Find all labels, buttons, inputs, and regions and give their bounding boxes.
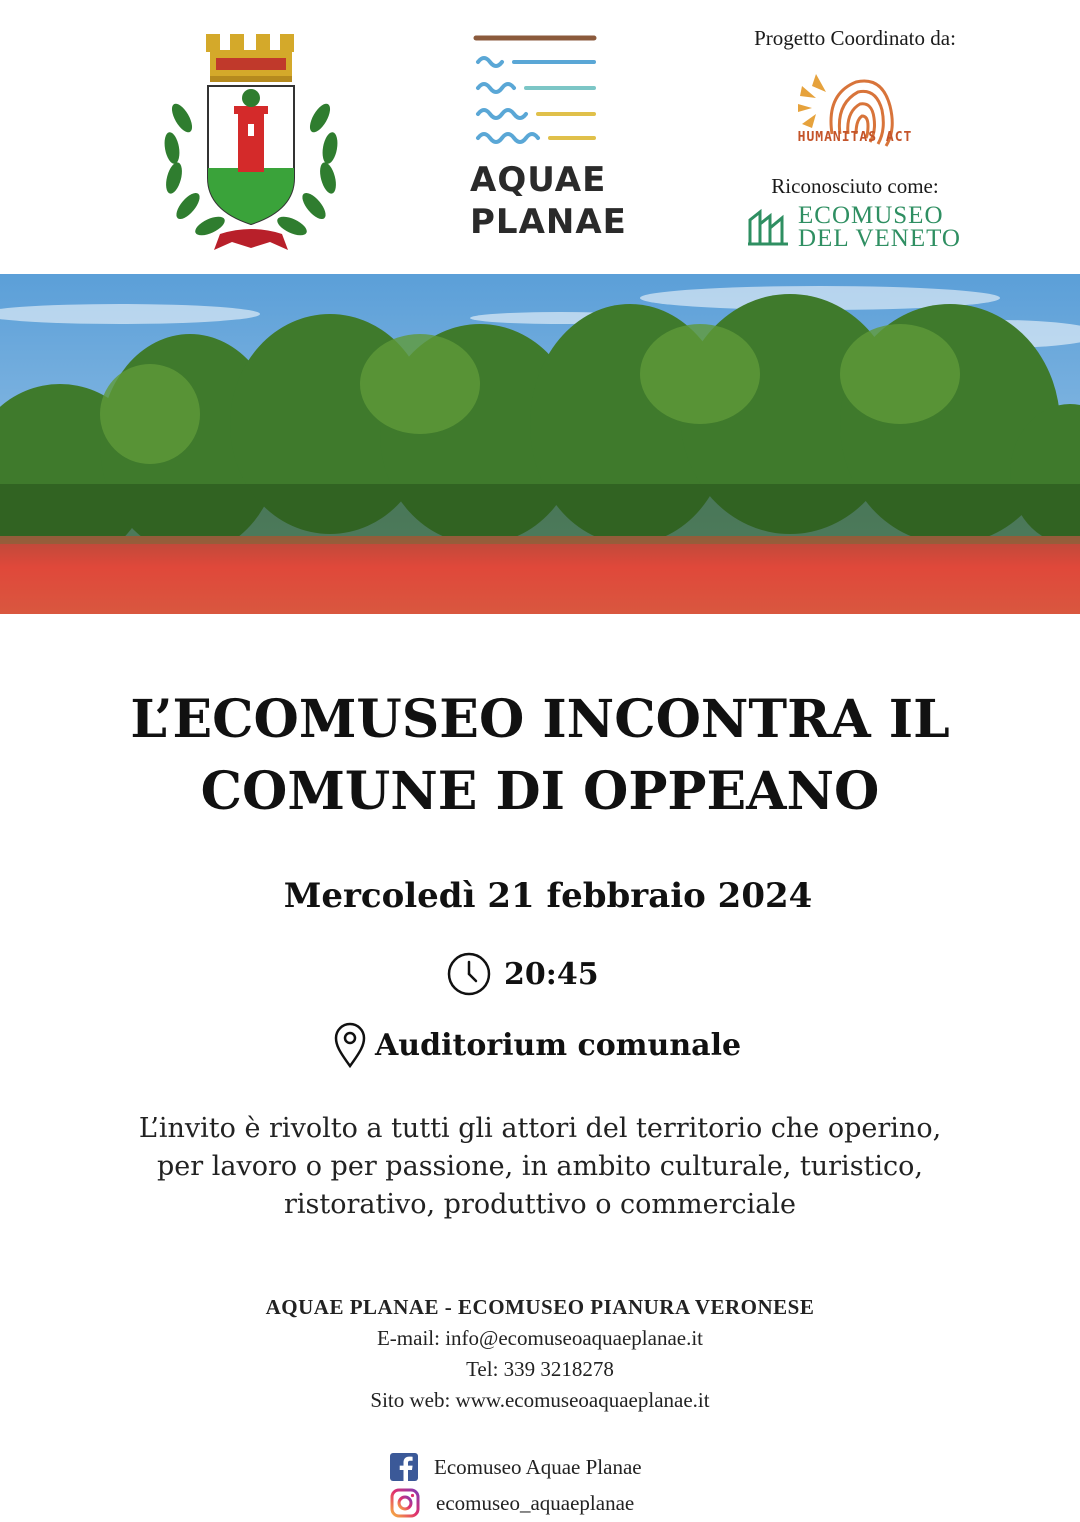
recognized-caption: Riconosciuto come:	[771, 174, 939, 198]
location-pin-icon	[333, 1021, 367, 1069]
instagram-icon	[390, 1488, 420, 1518]
ecomuseo-veneto-icon	[748, 206, 788, 246]
humanitas-act-label: HUMANITAS ACT	[797, 130, 913, 145]
facebook-row[interactable]	[390, 1452, 642, 1482]
aquae-planae-logo	[470, 30, 627, 250]
contacts-org: AQUAE PLANAE - ECOMUSEO PIANURA VERONESE	[265, 1295, 815, 1319]
aquae-planae-waves-icon	[470, 30, 600, 150]
event-time-row	[446, 950, 599, 998]
landscape-photo	[0, 274, 1080, 614]
contacts-web[interactable]: Sito web: www.ecomuseoaquaeplanae.it	[370, 1388, 710, 1412]
coordinated-caption: Progetto Coordinato da:	[754, 26, 956, 50]
contacts-tel[interactable]: Tel: 339 3218278	[466, 1357, 614, 1381]
event-title	[0, 684, 1080, 828]
ecomuseo-line2: DEL VENETO	[798, 225, 961, 252]
event-place-row	[333, 1020, 741, 1070]
header	[0, 0, 1080, 274]
aquae-logo-line2: PLANAE	[470, 202, 627, 242]
clock-icon	[446, 951, 492, 997]
invite-line3: ristorativo, produttivo o commerciale	[284, 1189, 796, 1220]
event-title-line1: L’ECOMUSEO INCONTRA IL	[130, 689, 950, 750]
contacts-email[interactable]: E-mail: info@ecomuseoaquaeplanae.it	[376, 1326, 704, 1350]
aquae-logo-line1: AQUAE	[470, 160, 607, 200]
invite-line1: L’invito è rivolto a tutti gli attori del territorio che operino,	[138, 1113, 942, 1144]
invite-line2: per lavoro o per passione, in ambito culturale, turistico,	[156, 1151, 923, 1182]
ecomuseo-line1: ECOMUSEO	[798, 202, 944, 229]
contacts-block	[0, 1292, 1080, 1416]
event-date: Mercoledì 21 febbraio 2024	[283, 876, 813, 916]
invite-text	[90, 1110, 990, 1224]
municipal-crest-logo	[160, 28, 342, 262]
instagram-label[interactable]: ecomuseo_aquaeplanae	[436, 1490, 635, 1515]
event-place: Auditorium comunale	[375, 1027, 742, 1063]
facebook-label[interactable]: Ecomuseo Aquae Planae	[434, 1454, 642, 1479]
event-title-line2: COMUNE DI OPPEANO	[200, 761, 880, 822]
instagram-row[interactable]	[390, 1488, 634, 1518]
facebook-icon	[390, 1453, 418, 1481]
event-time: 20:45	[504, 956, 599, 992]
ecomuseo-veneto-label	[798, 204, 968, 250]
